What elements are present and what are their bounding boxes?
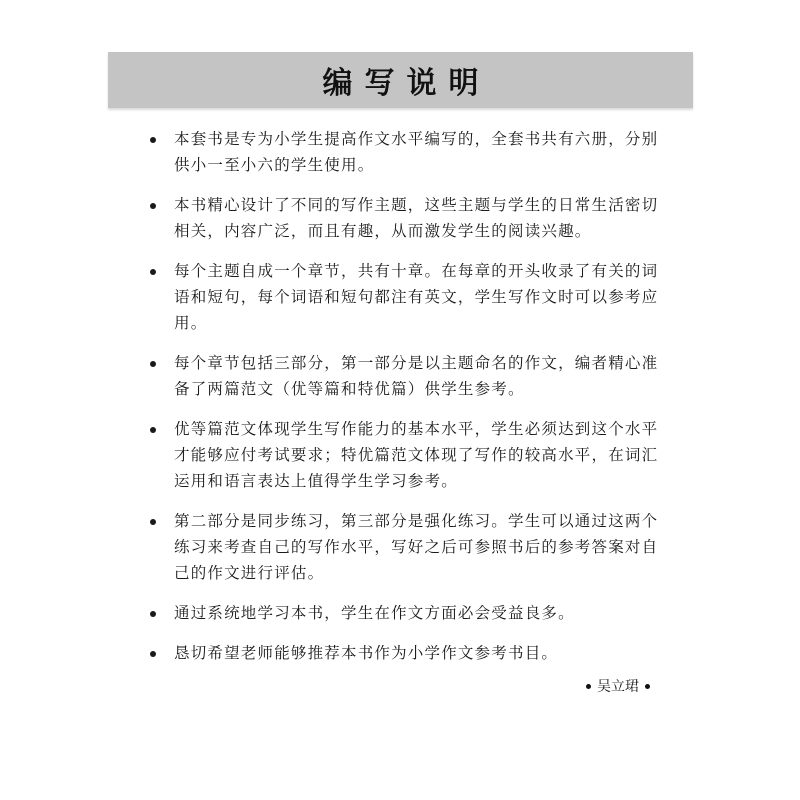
notes-list: [150, 126, 660, 680]
list-item-text: 优等篇范文体现学生写作能力的基本水平，学生必须达到这个水平才能够应付考试要求；特优篇范文体现了写作的较高水平，在词汇运用和语言表达上值得学生学习参考。: [174, 420, 659, 490]
list-item-text: 本书精心设计了不同的写作主题，这些主题与学生的日常生活密切相关，内容广泛，而且有趣，从而激发学生的阅读兴趣。: [174, 196, 659, 240]
list-item: [150, 126, 660, 178]
list-item: [150, 192, 660, 244]
list-item: [150, 640, 660, 666]
list-item-text: 恳切希望老师能够推荐本书作为小学作文参考书目。: [174, 644, 559, 662]
bullet-icon: [150, 203, 156, 209]
bullet-icon: [586, 684, 591, 689]
bullet-icon: [645, 684, 650, 689]
list-item: [150, 508, 660, 586]
author-name: 吴立珺: [597, 679, 639, 695]
page-title: 编写说明: [322, 66, 491, 101]
author-signature: [586, 676, 650, 696]
bullet-icon: [150, 427, 156, 433]
list-item-text: 每个章节包括三部分，第一部分是以主题命名的作文，编者精心准备了两篇范文（优等篇和特优篇）供学生参考。: [174, 354, 659, 398]
list-item: [150, 416, 660, 494]
bullet-icon: [150, 137, 156, 143]
bullet-icon: [150, 651, 156, 657]
list-item: [150, 600, 660, 626]
bullet-icon: [150, 269, 156, 275]
list-item-text: 通过系统地学习本书，学生在作文方面必会受益良多。: [174, 604, 575, 622]
list-item-text: 每个主题自成一个章节，共有十章。在每章的开头收录了有关的词语和短句，每个词语和短句都注有英文，学生写作文时可以参考应用。: [174, 262, 659, 332]
bullet-icon: [150, 611, 156, 617]
list-item-text: 第二部分是同步练习，第三部分是强化练习。学生可以通过这两个练习来考查自己的写作水平，写好之后可参照书后的参考答案对自己的作文进行评估。: [174, 512, 659, 582]
list-item: [150, 258, 660, 336]
list-item-text: 本套书是专为小学生提高作文水平编写的，全套书共有六册，分别供小一至小六的学生使用。: [174, 130, 659, 174]
list-item: [150, 350, 660, 402]
bullet-icon: [150, 361, 156, 367]
bullet-icon: [150, 519, 156, 525]
title-banner: [108, 52, 693, 108]
